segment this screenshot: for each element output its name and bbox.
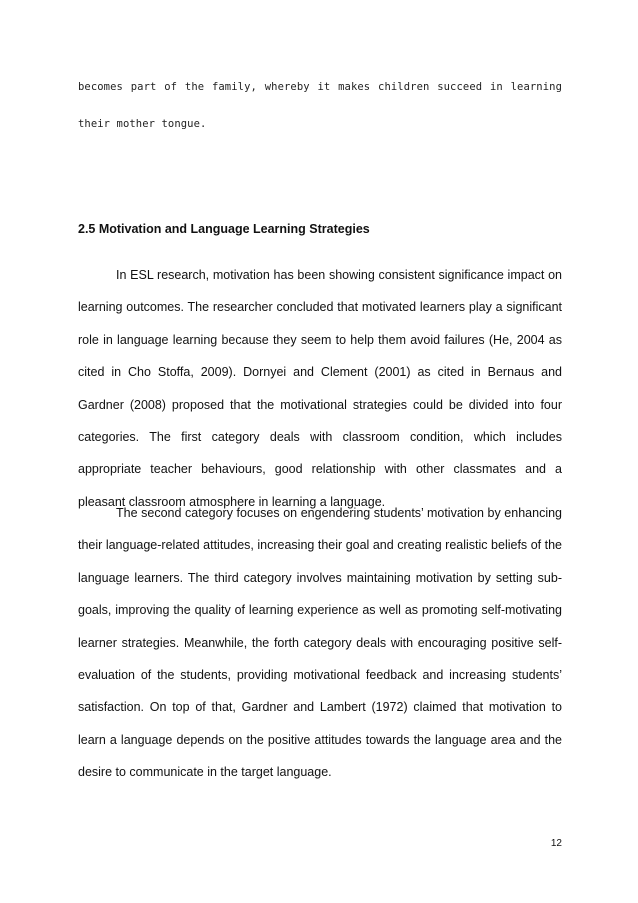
section-heading: 2.5 Motivation and Language Learning Strategies — [78, 222, 370, 236]
body-paragraph-2 — [78, 497, 562, 789]
paragraph-1-text: In ESL research, motivation has been showing consistent significance impact on learning outcomes. The researcher concluded that motivated learners play a significant role in language learning because they seem to help them avoid failures (He, 2004 as cited in Cho Stoffa, 2009). Dornyei and Clement (2001) as cited in Bernaus and Gardner (2008) proposed that the motivational strategies could be divided into four categories. The first category deals with classroom condition, which includes appropriate teacher behaviours, good relationship with other classmates and a pleasant classroom atmosphere in learning a language. — [78, 268, 562, 509]
carryover-line-2: their mother tongue. — [78, 118, 207, 130]
body-paragraph-1 — [78, 259, 562, 518]
carryover-line-1: becomes part of the family, whereby it makes children succeed in learning — [78, 81, 562, 93]
page-number: 12 — [550, 838, 562, 849]
paragraph-2-text: The second category focuses on engendering students’ motivation by enhancing their language-related attitudes, increasing their goal and creating realistic beliefs of the language learners. The third category involves maintaining motivation by setting sub-goals, improving the quality of learning experience as well as promoting self-motivating learner strategies. Meanwhile, the forth category deals with encouraging positive self-evaluation of the students, providing motivational feedback and increasing students’ satisfaction. On top of that, Gardner and Lambert (1972) claimed that motivation to learn a language depends on the positive attitudes towards the language area and the desire to communicate in the target language. — [78, 506, 562, 780]
